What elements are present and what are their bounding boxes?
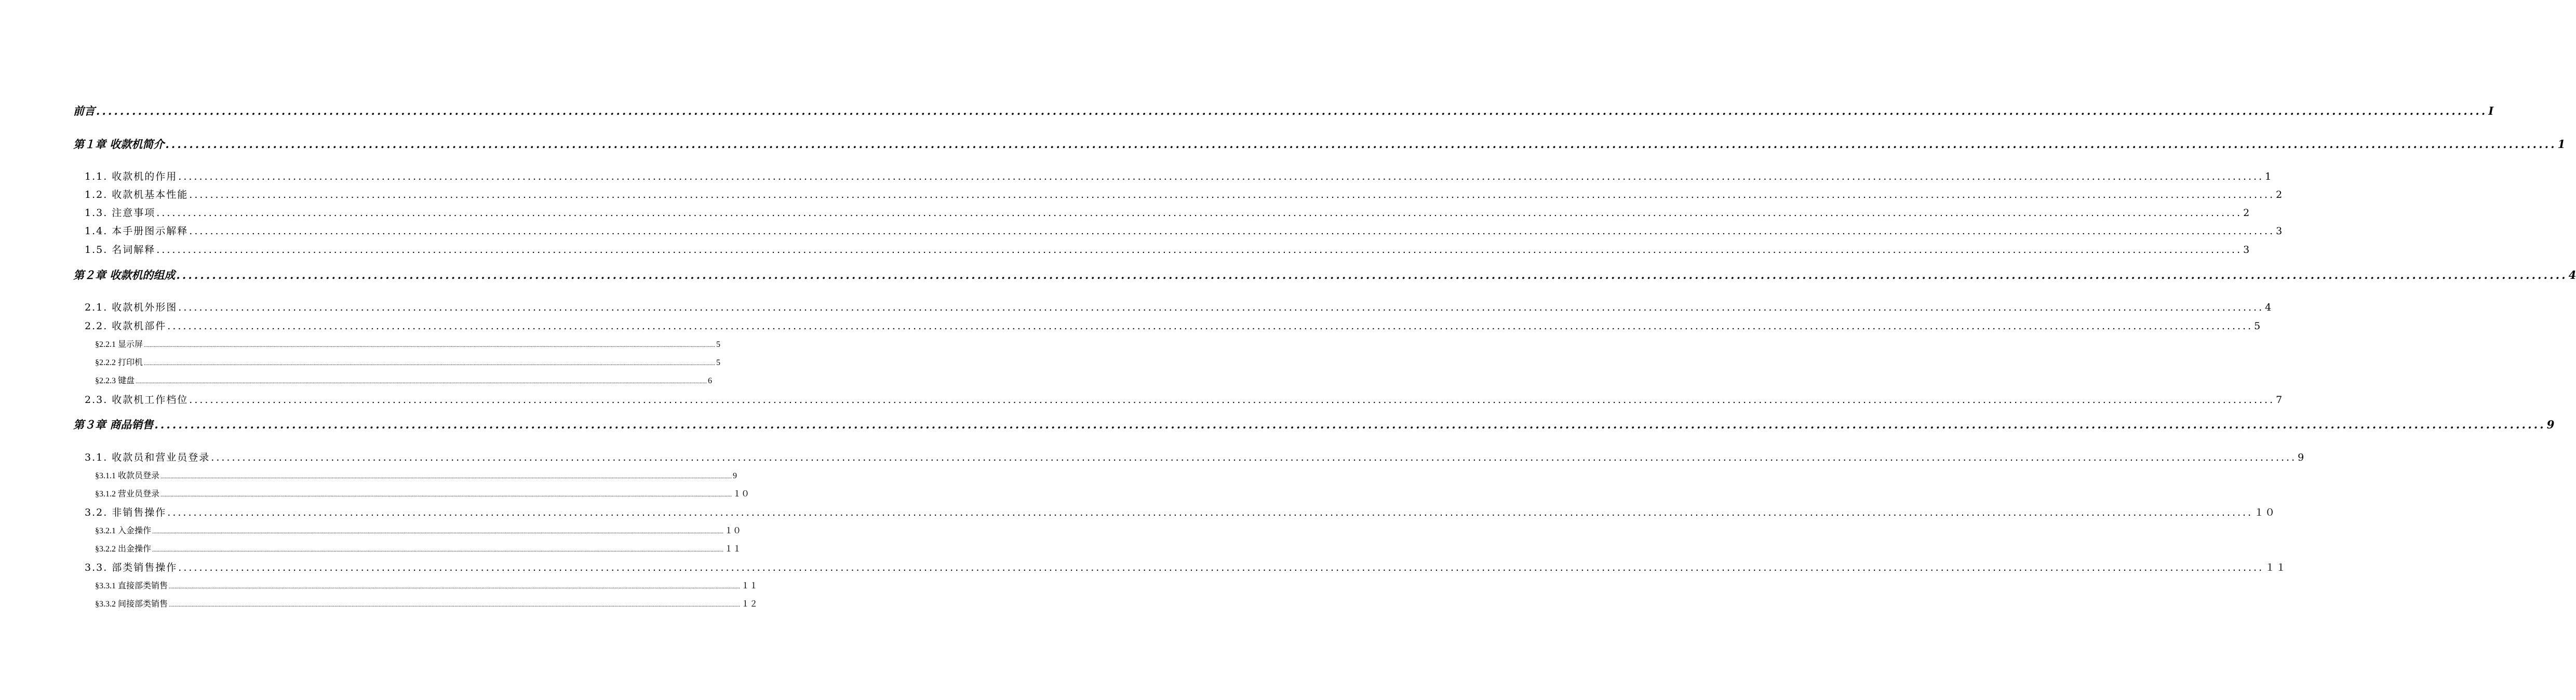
toc-leader: ................................................................................................................................................................................................................................................................................................................................................................................................................	[211, 452, 2297, 463]
toc-entry-title: 第３章 商品销售	[73, 418, 154, 431]
toc-entry-title: §2.2.1 显示屏	[95, 340, 143, 349]
toc-entry-page: 3	[2243, 244, 2251, 255]
toc-entry-page: １１	[725, 545, 742, 554]
toc-entry-title: §3.2.1 入金操作	[95, 527, 152, 535]
toc-entry[interactable]	[85, 505, 2276, 519]
toc-entry[interactable]	[95, 338, 721, 349]
toc-leader: ................................................................................................................................................................................................................................................................................................................................................................................................................	[176, 268, 2568, 281]
toc-entry-page: １０	[2254, 507, 2276, 518]
toc-entry-page: 2	[2243, 207, 2251, 219]
toc-entry-page: 6	[708, 376, 713, 385]
toc-entry-page: I	[2488, 104, 2494, 117]
toc-entry-page: １２	[741, 600, 758, 609]
toc-entry-title: 1.5. 名词解释	[85, 244, 156, 255]
toc-entry-page: 4	[2568, 268, 2576, 281]
toc-leader: ................................................................................................................................................................................................................................................................................................................................................................................................................	[165, 138, 2557, 151]
toc-leader: ................................................................................................................................................................................................................................................................................................................................................................................................................	[156, 244, 2243, 255]
toc-entry[interactable]	[73, 267, 2576, 282]
toc-entry[interactable]	[95, 579, 758, 591]
toc-entry[interactable]	[85, 242, 2251, 256]
toc-entry-title: 3.3. 部类销售操作	[85, 562, 178, 573]
toc-entry-page: １０	[725, 527, 742, 535]
toc-entry-page: 2	[2276, 189, 2284, 200]
toc-entry-title: §3.3.1 直接部类销售	[95, 582, 168, 590]
toc-leader: ................................................................................................................................................................................................................................................................................................................................................................................................................	[152, 529, 724, 535]
toc-entry-page: 4	[2265, 302, 2273, 313]
toc-leader: ................................................................................................................................................................................................................................................................................................................................................................................................................	[144, 342, 716, 348]
toc-entry[interactable]	[85, 187, 2284, 201]
toc-leader: ................................................................................................................................................................................................................................................................................................................................................................................................................	[136, 379, 707, 385]
toc-entry[interactable]	[73, 416, 2555, 432]
toc-entry-page: 1	[2557, 138, 2566, 151]
toc-leader: ................................................................................................................................................................................................................................................................................................................................................................................................................	[154, 418, 2546, 431]
toc-entry[interactable]	[85, 205, 2251, 219]
toc-entry[interactable]	[85, 560, 2287, 574]
toc-leader: ................................................................................................................................................................................................................................................................................................................................................................................................................	[169, 584, 741, 590]
toc-leader: ................................................................................................................................................................................................................................................................................................................................................................................................................	[178, 562, 2264, 573]
toc-entry[interactable]	[85, 169, 2273, 183]
toc-leader: ................................................................................................................................................................................................................................................................................................................................................................................................................	[189, 394, 2275, 406]
toc-entry[interactable]	[85, 318, 2262, 332]
toc-entry-page: 3	[2276, 225, 2284, 237]
toc-entry[interactable]	[85, 392, 2284, 406]
toc-entry[interactable]	[95, 374, 713, 386]
toc-entry[interactable]	[85, 300, 2273, 314]
toc-entry[interactable]	[85, 223, 2284, 237]
toc-leader: ................................................................................................................................................................................................................................................................................................................................................................................................................	[169, 602, 741, 608]
toc-entry-page: 5	[716, 358, 721, 367]
toc-entry-title: 3.1. 收款员和营业员登录	[85, 452, 210, 463]
toc-entry-title: §3.1.1 收款员登录	[95, 472, 160, 480]
toc-entry-title: 2.1. 收款机外形图	[85, 302, 178, 313]
toc-leader: ................................................................................................................................................................................................................................................................................................................................................................................................................	[167, 507, 2253, 518]
toc-leader: ................................................................................................................................................................................................................................................................................................................................................................................................................	[96, 104, 2488, 117]
toc-entry[interactable]	[73, 103, 2494, 118]
toc-entry-title: 1.1. 收款机的作用	[85, 171, 178, 182]
toc-entry-page: 5	[2254, 320, 2262, 332]
toc-entry-page: １１	[2265, 562, 2287, 573]
toc-entry[interactable]	[95, 597, 758, 609]
toc-leader: ................................................................................................................................................................................................................................................................................................................................................................................................................	[160, 492, 732, 498]
toc-entry-title: 1.4. 本手册图示解释	[85, 225, 189, 237]
toc-entry[interactable]	[85, 450, 2305, 464]
toc-entry-page: 1	[2265, 171, 2273, 182]
toc-entry[interactable]	[73, 136, 2566, 152]
toc-entry-title: 2.3. 收款机工作档位	[85, 394, 189, 406]
toc-entry-title: §3.2.2 出金操作	[95, 545, 152, 554]
toc-leader: ................................................................................................................................................................................................................................................................................................................................................................................................................	[160, 474, 732, 480]
toc-leader: ................................................................................................................................................................................................................................................................................................................................................................................................................	[144, 360, 716, 367]
toc-entry[interactable]	[95, 542, 742, 554]
toc-entry-page: 5	[716, 340, 721, 349]
toc-entry-title: §3.3.2 间接部类销售	[95, 600, 168, 609]
toc-leader: ................................................................................................................................................................................................................................................................................................................................................................................................................	[156, 207, 2243, 219]
toc-entry[interactable]	[95, 487, 750, 499]
toc-entry-page: 9	[733, 472, 737, 480]
toc-entry-title: §2.2.2 打印机	[95, 358, 143, 367]
toc-entry-title: §2.2.3 键盘	[95, 376, 135, 385]
toc-leader: ................................................................................................................................................................................................................................................................................................................................................................................................................	[189, 225, 2275, 237]
toc-entry[interactable]	[95, 356, 721, 368]
toc-leader: ................................................................................................................................................................................................................................................................................................................................................................................................................	[152, 547, 724, 553]
toc-entry-title: 2.2. 收款机部件	[85, 320, 167, 332]
toc-entry[interactable]	[95, 469, 737, 481]
toc-entry-page: １０	[733, 490, 750, 499]
toc-entry-title: 第２章 收款机的组成	[73, 268, 176, 281]
toc-leader: ................................................................................................................................................................................................................................................................................................................................................................................................................	[178, 171, 2264, 182]
toc-entry-page: 7	[2276, 394, 2284, 406]
toc-entry-title: 1.2. 收款机基本性能	[85, 189, 189, 200]
toc-entry-title: 1.3. 注意事项	[85, 207, 156, 219]
toc-leader: ................................................................................................................................................................................................................................................................................................................................................................................................................	[167, 320, 2253, 332]
toc-entry-page: １１	[741, 582, 758, 590]
toc-entry[interactable]	[95, 524, 742, 536]
toc-entry-title: 前言	[73, 104, 95, 117]
toc-leader: ................................................................................................................................................................................................................................................................................................................................................................................................................	[178, 302, 2264, 313]
toc-entry-page: 9	[2546, 418, 2555, 431]
toc-leader: ................................................................................................................................................................................................................................................................................................................................................................................................................	[189, 189, 2275, 200]
toc-entry-page: 9	[2298, 452, 2305, 463]
toc-entry-title: 第１章 收款机简介	[73, 138, 165, 151]
toc-entry-title: §3.1.2 营业员登录	[95, 490, 160, 499]
toc-entry-title: 3.2. 非销售操作	[85, 507, 167, 518]
